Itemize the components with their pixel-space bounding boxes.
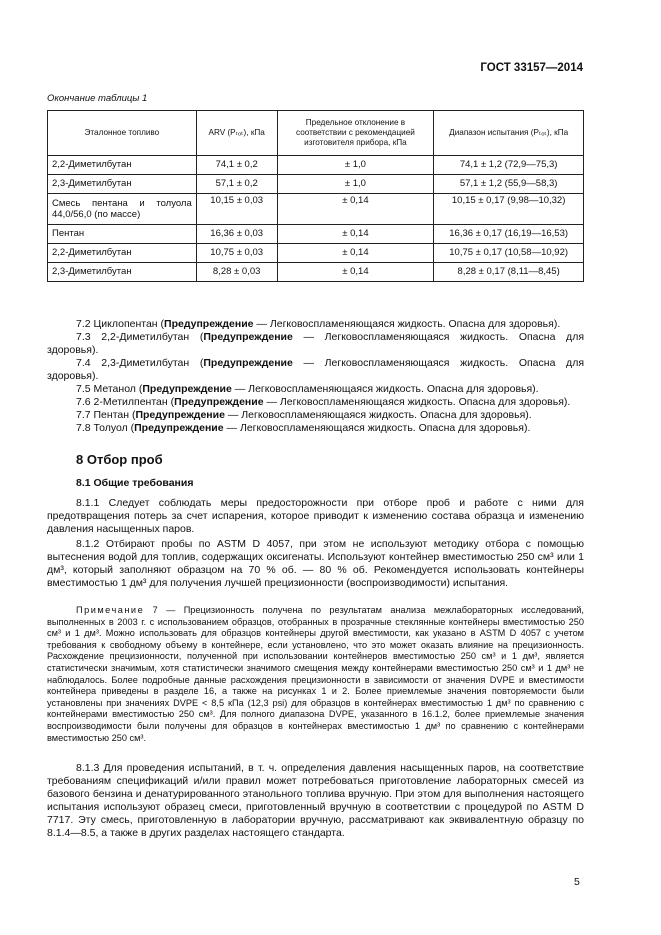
table-cell: 2,3-Диметилбутан	[48, 175, 197, 194]
warning-item: 7.7 Пентан (Предупреждение — Легковоспламеняющаяся жидкость. Опасна для здоровья).	[76, 409, 532, 421]
column-header: Эталонное топливо	[48, 111, 197, 156]
warning-item: 7.5 Метанол (Предупреждение — Легковоспламеняющаяся жидкость. Опасна для здоровья).	[76, 383, 539, 395]
table-cell: ± 1,0	[277, 175, 434, 194]
warning-item: 7.4 2,3-Диметилбутан (Предупреждение — Легковоспламеняющаяся жидкость. Опасна для здоровья).	[47, 357, 585, 382]
table-cell: Смесь пентана и толуола 44,0/56,0 (по массе)	[48, 194, 197, 225]
table-cell: 16,36 ± 0,03	[196, 225, 277, 244]
warning-item: 7.2 Циклопентан (Предупреждение — Легковоспламеняющаяся жидкость. Опасна для здоровья).	[76, 318, 561, 330]
table-cell: 74,1 ± 0,2	[196, 156, 277, 175]
table-cell: 10,75 ± 0,03	[196, 244, 277, 263]
warning-item: 7.8 Толуол (Предупреждение — Легковоспламеняющаяся жидкость. Опасна для здоровья).	[76, 422, 531, 434]
warnings-list	[47, 318, 584, 435]
paragraph-8-1-3: 8.1.3 Для проведения испытаний, в т. ч. определения давления насыщенных паров, на соответствие требованиям спецификаций и/или правил может потребоваться приготовление лабораторных смесей из базового бензина и денатурированного этанольного топлива вручную. При этом для выполнения настоящего испытания используют образец смеси, приготовленный вручную в соответствии с процедурой по ASTM D 7717. Эту смесь, приготовленную в лаборатории вручную, рассматривают как эквивалентную образцу по 8.1.4—8.5, а также в других разделах настоящего стандарта.	[47, 762, 584, 839]
table-cell: 2,2-Диметилбутан	[48, 244, 197, 263]
table-cell: ± 0,14	[277, 225, 434, 244]
table-cell: 8,28 ± 0,03	[196, 263, 277, 282]
note-7: Примечание 7 — Прецизионность получена по результатам анализа межлабораторных исследований, выполненных в 2003 г. с использованием образцов, отобранных в прозрачные стеклянные контейнеры вместимостью 250 см³ и 1 дм³. Можно использовать для образцов контейнеры другой вместимости, как указано в ASTM D 4057 с учетом требования к свободному объему в контейнере, если установлено, что это может оказать влияние на прецизионность. Расхождение прецизионности, полученной при использовании контейнеров вместимостью 250 см³ и 1 дм³, является статистически значимым, хотя статистически значимого смещения между контейнерами вместимостью 250 см³ и 1 дм³ не наблюдалось. Более подробные данные расхождения прецизионности в зависимости от значения DVPE и вместимости контейнера приведены в разделе 16, а также на рисунках 1 и 2. Более приемлемые значения повторяемости были установлены при значениях DVPE < 8,5 кПа (12,3 psi) для образцов в контейнерах вместимостью 1 дм³ по сравнению с контейнерами вместимостью 250 см³. Для полного диапазона DVPE, указанного в 16.1.2, более приемлемые значения воспроизводимости были получены для образцов в контейнерах вместимостью 1 дм³ по сравнению с контейнерами вместимостью 250 см³.	[47, 605, 584, 743]
table-row	[48, 194, 584, 225]
column-header: Предельное отклонение в соответствии с рекомендацией изготовителя прибора, кПа	[277, 111, 434, 156]
warning-item: 7.3 2,2-Диметилбутан (Предупреждение — Легковоспламеняющаяся жидкость. Опасна для здоровья).	[47, 331, 585, 356]
page-number: 5	[574, 876, 580, 888]
table-cell: 10,15 ± 0,17 (9,98—10,32)	[434, 194, 584, 225]
table-cell: ± 1,0	[277, 156, 434, 175]
paragraph-8-1-2: 8.1.2 Отбирают пробы по ASTM D 4057, при этом не используют методику отбора с помощью вытеснения водой для топлив, содержащих оксигенаты. Используют контейнер вместимостью 250 см³ или 1 дм³, который заполняют образцом на 70 % об. — 80 % об. Рекомендуется использовать контейнеры вместимостью 1 дм³ для получения лучшей прецизионности (воспроизводимости) испытания.	[47, 538, 584, 589]
table-cell: 74,1 ± 1,2 (72,9—75,3)	[434, 156, 584, 175]
section-title: 8 Отбор проб	[76, 452, 163, 467]
reference-fuel-table	[47, 110, 584, 282]
doc-code: ГОСТ 33157—2014	[480, 62, 583, 74]
table-cell: ± 0,14	[277, 194, 434, 225]
table-cell: 2,2-Диметилбутан	[48, 156, 197, 175]
note-label: Примечание	[76, 605, 145, 615]
table-cell: 8,28 ± 0,17 (8,11—8,45)	[434, 263, 584, 282]
table-row	[48, 156, 584, 175]
column-header: Диапазон испытания (Pₜₒₜ), кПа	[434, 111, 584, 156]
table-row	[48, 175, 584, 194]
table-cell: 10,15 ± 0,03	[196, 194, 277, 225]
table-header-row	[48, 111, 584, 156]
table-caption: Окончание таблицы 1	[47, 93, 148, 104]
table-cell: 10,75 ± 0,17 (10,58—10,92)	[434, 244, 584, 263]
table-cell: 2,3-Диметилбутан	[48, 263, 197, 282]
table-cell: 16,36 ± 0,17 (16,19—16,53)	[434, 225, 584, 244]
table-cell: 57,1 ± 0,2	[196, 175, 277, 194]
table-row	[48, 244, 584, 263]
subsection-title: 8.1 Общие требования	[76, 477, 194, 489]
table-cell: 57,1 ± 1,2 (55,9—58,3)	[434, 175, 584, 194]
warning-item: 7.6 2-Метилпентан (Предупреждение — Легковоспламеняющаяся жидкость. Опасна для здоровья).	[76, 396, 571, 408]
column-header: ARV (Pₜₒₜ), кПа	[196, 111, 277, 156]
table-cell: Пентан	[48, 225, 197, 244]
table-cell: ± 0,14	[277, 244, 434, 263]
table-cell: ± 0,14	[277, 263, 434, 282]
paragraph-8-1-1: 8.1.1 Следует соблюдать меры предосторожности при отборе проб и работе с ними для предотвращения потерь за счет испарения, которое приводит к изменению состава образца и изменению давления насыщенных паров.	[47, 497, 584, 535]
table-row	[48, 225, 584, 244]
table-row	[48, 263, 584, 282]
